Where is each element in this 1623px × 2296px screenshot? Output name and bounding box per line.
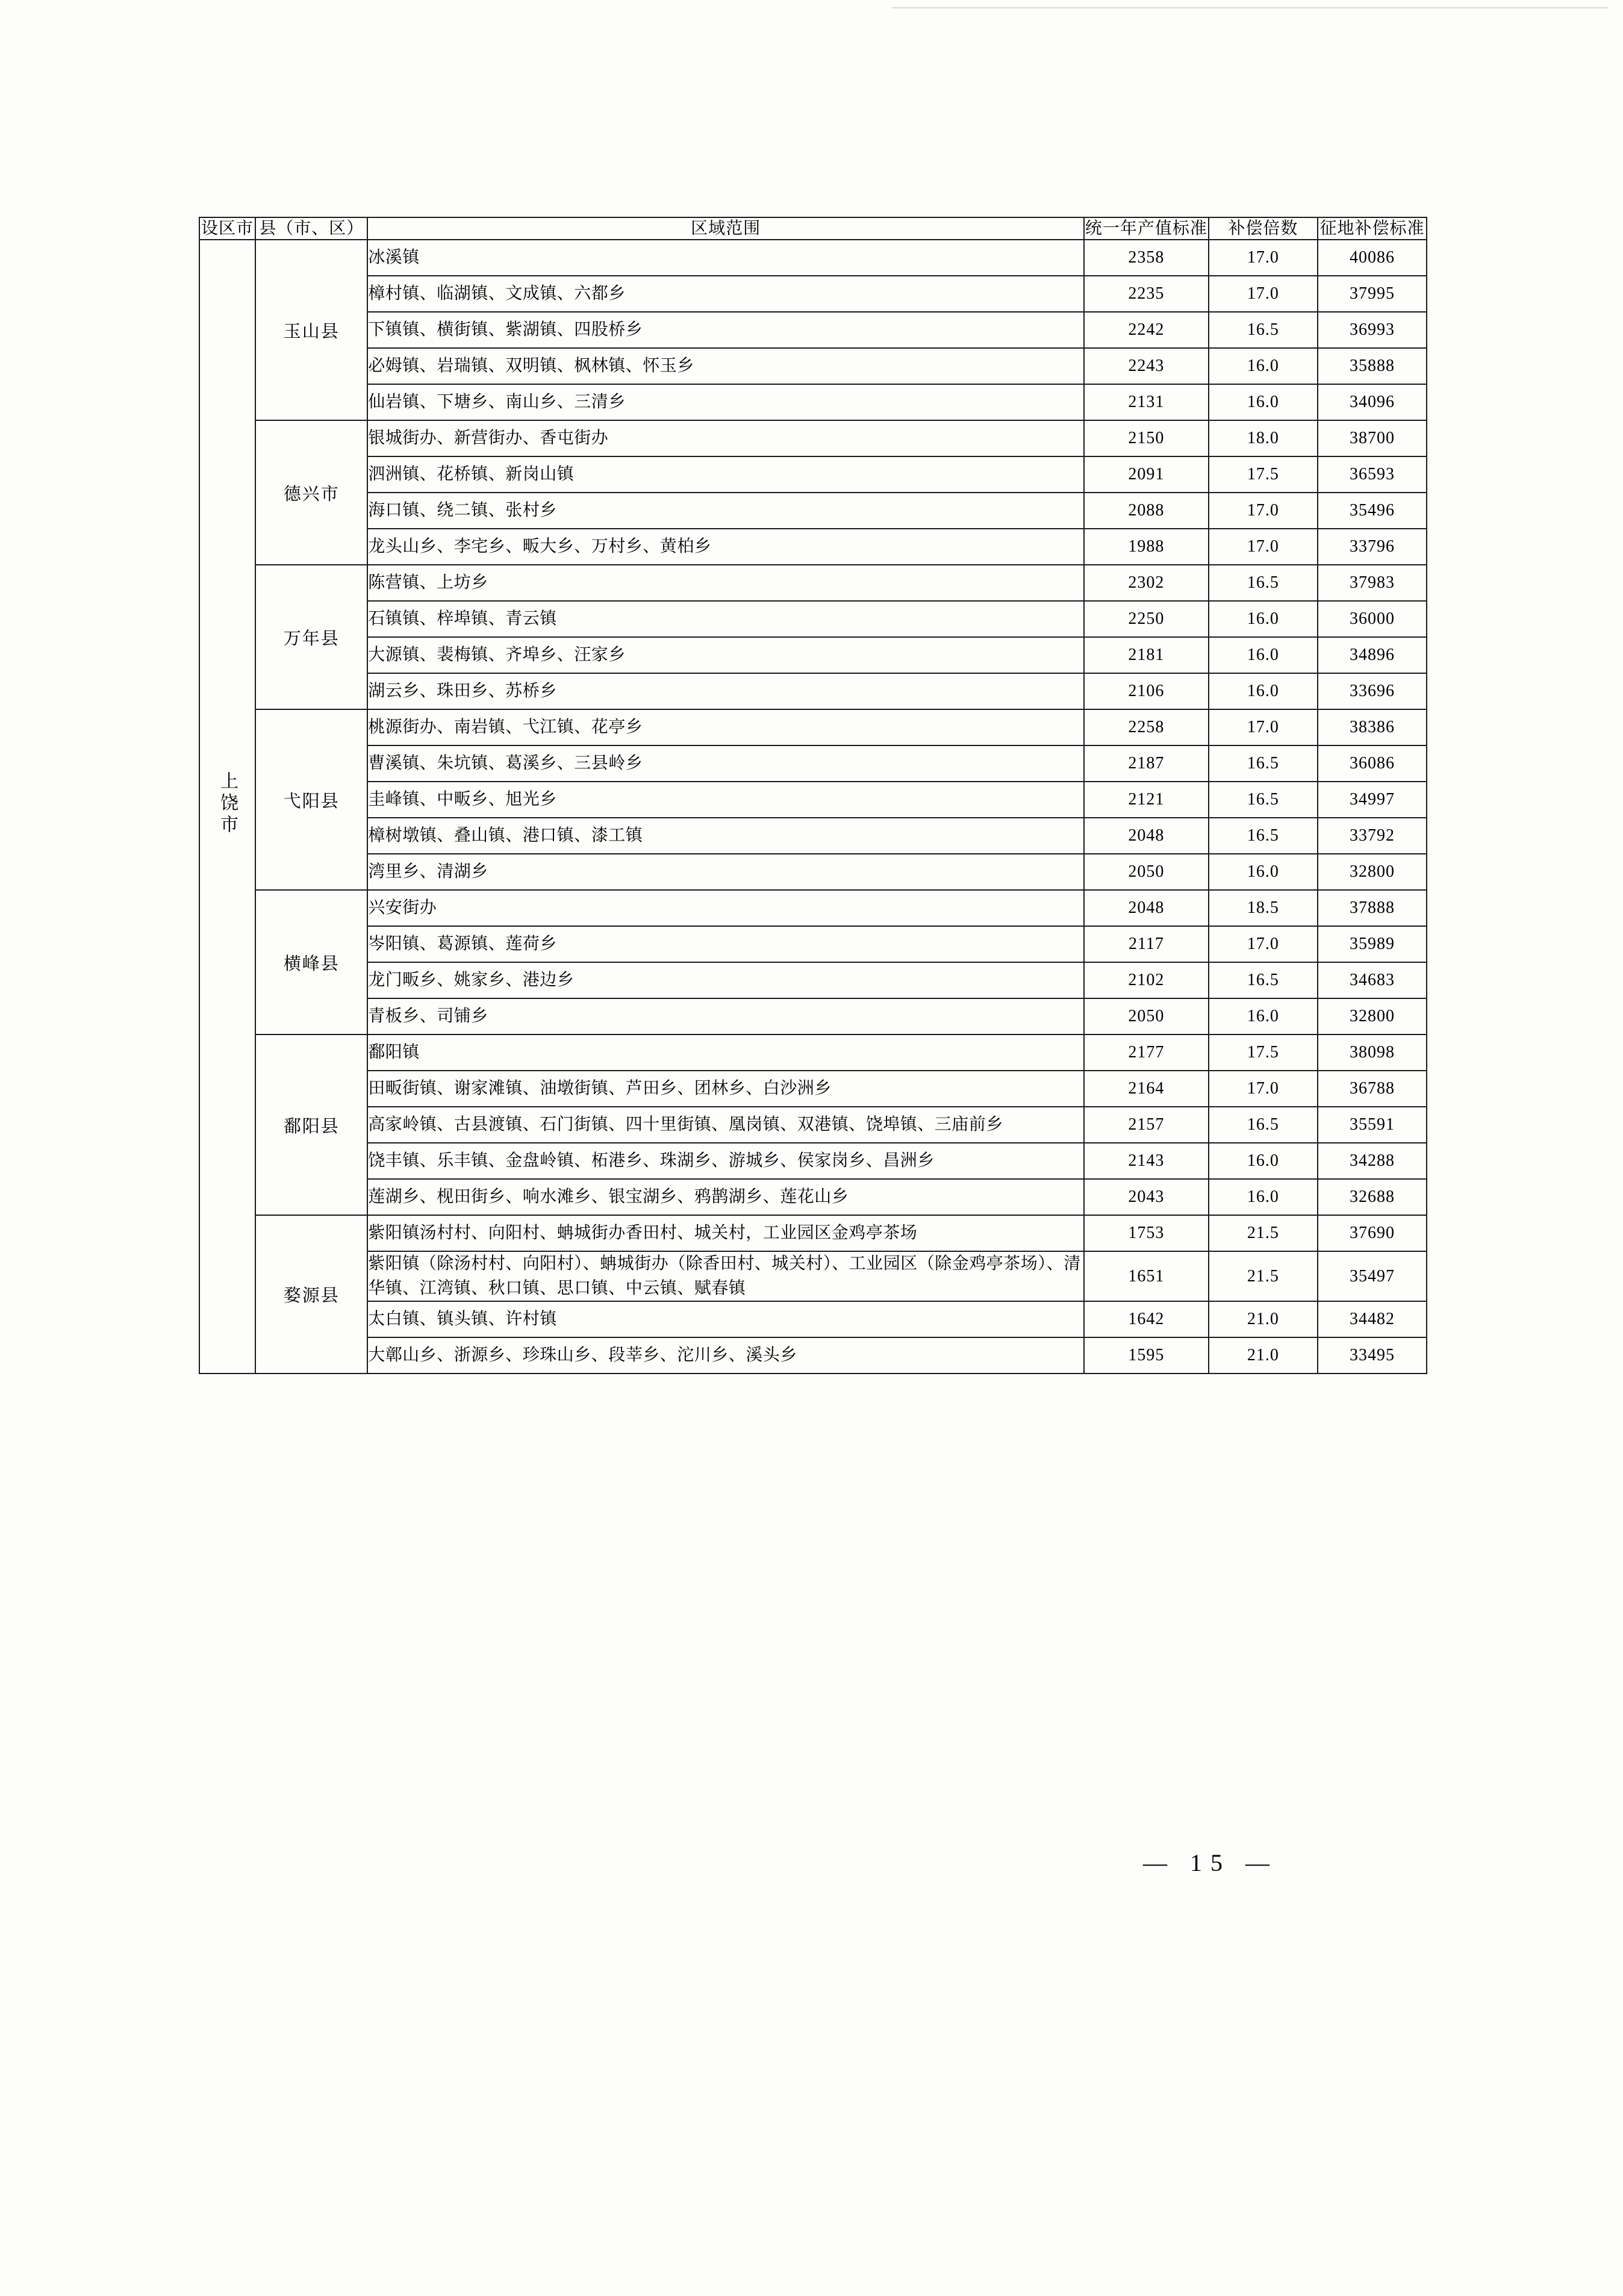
table-row xyxy=(199,276,1427,312)
city-label: 上饶市 xyxy=(217,771,238,836)
cell-annual-output-standard: 2117 xyxy=(1084,926,1209,962)
cell-area-range: 圭峰镇、中畈乡、旭光乡 xyxy=(367,782,1084,818)
table-row xyxy=(199,529,1427,565)
table-row xyxy=(199,240,1427,276)
table-row xyxy=(199,601,1427,637)
cell-multiplier: 16.0 xyxy=(1209,998,1318,1034)
cell-area-range: 田畈街镇、谢家滩镇、油墩街镇、芦田乡、团林乡、白沙洲乡 xyxy=(367,1071,1084,1107)
cell-annual-output-standard: 2050 xyxy=(1084,998,1209,1034)
cell-annual-output-standard: 2043 xyxy=(1084,1179,1209,1215)
cell-compensation-standard: 34683 xyxy=(1318,962,1427,998)
cell-multiplier: 17.0 xyxy=(1209,926,1318,962)
table-row xyxy=(199,312,1427,348)
cell-compensation-standard: 34288 xyxy=(1318,1143,1427,1179)
table-row xyxy=(199,637,1427,673)
cell-area-range: 紫阳镇（除汤村村、向阳村）、蚺城街办（除香田村、城关村）、工业园区（除金鸡亭茶场）、清华镇、江湾镇、秋口镇、思口镇、中云镇、赋春镇 xyxy=(367,1251,1084,1301)
cell-multiplier: 17.0 xyxy=(1209,709,1318,745)
cell-multiplier: 21.5 xyxy=(1209,1251,1318,1301)
table-row xyxy=(199,673,1427,709)
cell-annual-output-standard: 2121 xyxy=(1084,782,1209,818)
header-compensation: 征地补偿标准 xyxy=(1318,217,1427,240)
cell-annual-output-standard: 2181 xyxy=(1084,637,1209,673)
table-row xyxy=(199,1034,1427,1071)
cell-area-range: 龙门畈乡、姚家乡、港边乡 xyxy=(367,962,1084,998)
table-row xyxy=(199,818,1427,854)
cell-area-range: 莲湖乡、枧田街乡、响水滩乡、银宝湖乡、鸦鹊湖乡、莲花山乡 xyxy=(367,1179,1084,1215)
cell-multiplier: 21.5 xyxy=(1209,1215,1318,1251)
cell-compensation-standard: 36993 xyxy=(1318,312,1427,348)
cell-county: 横峰县 xyxy=(255,890,367,1034)
cell-compensation-standard: 35591 xyxy=(1318,1107,1427,1143)
cell-compensation-standard: 35989 xyxy=(1318,926,1427,962)
table-row xyxy=(199,962,1427,998)
cell-annual-output-standard: 2187 xyxy=(1084,745,1209,782)
cell-compensation-standard: 32800 xyxy=(1318,854,1427,890)
table-row xyxy=(199,565,1427,601)
cell-area-range: 太白镇、镇头镇、许村镇 xyxy=(367,1301,1084,1337)
cell-annual-output-standard: 2088 xyxy=(1084,493,1209,529)
cell-compensation-standard: 33792 xyxy=(1318,818,1427,854)
cell-compensation-standard: 37888 xyxy=(1318,890,1427,926)
cell-compensation-standard: 33796 xyxy=(1318,529,1427,565)
cell-area-range: 紫阳镇汤村村、向阳村、蚺城街办香田村、城关村，工业园区金鸡亭茶场 xyxy=(367,1215,1084,1251)
cell-area-range: 樟村镇、临湖镇、文成镇、六都乡 xyxy=(367,276,1084,312)
table-row xyxy=(199,1179,1427,1215)
cell-county: 玉山县 xyxy=(255,240,367,420)
cell-annual-output-standard: 2242 xyxy=(1084,312,1209,348)
cell-multiplier: 16.5 xyxy=(1209,745,1318,782)
cell-compensation-standard: 36593 xyxy=(1318,456,1427,493)
table-row xyxy=(199,854,1427,890)
cell-multiplier: 16.0 xyxy=(1209,1179,1318,1215)
cell-multiplier: 16.5 xyxy=(1209,818,1318,854)
cell-county: 弋阳县 xyxy=(255,709,367,890)
cell-area-range: 青板乡、司铺乡 xyxy=(367,998,1084,1034)
cell-multiplier: 18.0 xyxy=(1209,420,1318,456)
cell-area-range: 湖云乡、珠田乡、苏桥乡 xyxy=(367,673,1084,709)
cell-annual-output-standard: 2302 xyxy=(1084,565,1209,601)
cell-compensation-standard: 34482 xyxy=(1318,1301,1427,1337)
cell-compensation-standard: 37690 xyxy=(1318,1215,1427,1251)
table-row xyxy=(199,1107,1427,1143)
table-row xyxy=(199,1215,1427,1251)
cell-annual-output-standard: 2150 xyxy=(1084,420,1209,456)
cell-compensation-standard: 32800 xyxy=(1318,998,1427,1034)
cell-multiplier: 17.0 xyxy=(1209,240,1318,276)
cell-multiplier: 21.0 xyxy=(1209,1301,1318,1337)
land-compensation-table xyxy=(199,217,1427,1374)
cell-multiplier: 17.0 xyxy=(1209,276,1318,312)
cell-compensation-standard: 33495 xyxy=(1318,1337,1427,1374)
cell-area-range: 饶丰镇、乐丰镇、金盘岭镇、柘港乡、珠湖乡、游城乡、侯家岗乡、昌洲乡 xyxy=(367,1143,1084,1179)
cell-area-range: 曹溪镇、朱坑镇、葛溪乡、三县岭乡 xyxy=(367,745,1084,782)
header-county: 县（市、区） xyxy=(255,217,367,240)
cell-annual-output-standard: 2143 xyxy=(1084,1143,1209,1179)
table-row xyxy=(199,926,1427,962)
table-header-row xyxy=(199,217,1427,240)
cell-compensation-standard: 38700 xyxy=(1318,420,1427,456)
cell-annual-output-standard: 2102 xyxy=(1084,962,1209,998)
cell-multiplier: 21.0 xyxy=(1209,1337,1318,1374)
cell-area-range: 兴安街办 xyxy=(367,890,1084,926)
cell-annual-output-standard: 1651 xyxy=(1084,1251,1209,1301)
table-row xyxy=(199,384,1427,420)
cell-area-range: 岑阳镇、葛源镇、莲荷乡 xyxy=(367,926,1084,962)
cell-compensation-standard: 35496 xyxy=(1318,493,1427,529)
cell-multiplier: 17.0 xyxy=(1209,529,1318,565)
cell-multiplier: 17.0 xyxy=(1209,1071,1318,1107)
cell-compensation-standard: 38098 xyxy=(1318,1034,1427,1071)
cell-compensation-standard: 34096 xyxy=(1318,384,1427,420)
cell-area-range: 冰溪镇 xyxy=(367,240,1084,276)
cell-annual-output-standard: 2258 xyxy=(1084,709,1209,745)
cell-county: 鄱阳县 xyxy=(255,1034,367,1215)
cell-multiplier: 16.5 xyxy=(1209,782,1318,818)
cell-compensation-standard: 34997 xyxy=(1318,782,1427,818)
cell-multiplier: 16.0 xyxy=(1209,348,1318,384)
cell-compensation-standard: 33696 xyxy=(1318,673,1427,709)
cell-county: 万年县 xyxy=(255,565,367,709)
header-multiplier: 补偿倍数 xyxy=(1209,217,1318,240)
cell-county: 婺源县 xyxy=(255,1215,367,1374)
cell-annual-output-standard: 2177 xyxy=(1084,1034,1209,1071)
table-row xyxy=(199,998,1427,1034)
table-row xyxy=(199,890,1427,926)
cell-compensation-standard: 38386 xyxy=(1318,709,1427,745)
cell-area-range: 必姆镇、岩瑞镇、双明镇、枫林镇、怀玉乡 xyxy=(367,348,1084,384)
cell-compensation-standard: 37995 xyxy=(1318,276,1427,312)
cell-area-range: 桃源街办、南岩镇、弋江镇、花亭乡 xyxy=(367,709,1084,745)
cell-county: 德兴市 xyxy=(255,420,367,565)
cell-area-range: 大鄣山乡、浙源乡、珍珠山乡、段莘乡、沱川乡、溪头乡 xyxy=(367,1337,1084,1374)
cell-annual-output-standard: 1753 xyxy=(1084,1215,1209,1251)
cell-area-range: 泗洲镇、花桥镇、新岗山镇 xyxy=(367,456,1084,493)
cell-multiplier: 17.5 xyxy=(1209,456,1318,493)
cell-annual-output-standard: 2091 xyxy=(1084,456,1209,493)
cell-area-range: 陈营镇、上坊乡 xyxy=(367,565,1084,601)
header-area: 区域范围 xyxy=(367,217,1084,240)
cell-area-range: 龙头山乡、李宅乡、畈大乡、万村乡、黄柏乡 xyxy=(367,529,1084,565)
cell-area-range: 鄱阳镇 xyxy=(367,1034,1084,1071)
cell-multiplier: 16.0 xyxy=(1209,854,1318,890)
table-row xyxy=(199,1301,1427,1337)
cell-area-range: 樟树墩镇、叠山镇、港口镇、漆工镇 xyxy=(367,818,1084,854)
cell-multiplier: 17.5 xyxy=(1209,1034,1318,1071)
cell-annual-output-standard: 2050 xyxy=(1084,854,1209,890)
cell-compensation-standard: 35888 xyxy=(1318,348,1427,384)
table-row xyxy=(199,493,1427,529)
table-row xyxy=(199,1251,1427,1301)
header-standard: 统一年产值标准 xyxy=(1084,217,1209,240)
header-city: 设区市 xyxy=(199,217,255,240)
cell-annual-output-standard: 2131 xyxy=(1084,384,1209,420)
table-row xyxy=(199,745,1427,782)
top-rule-divider xyxy=(891,7,1608,8)
page-number: — 15 — xyxy=(1143,1849,1278,1876)
cell-compensation-standard: 36788 xyxy=(1318,1071,1427,1107)
compensation-table-wrapper xyxy=(199,217,1427,1374)
cell-area-range: 大源镇、裴梅镇、齐埠乡、汪家乡 xyxy=(367,637,1084,673)
cell-area-range: 银城街办、新营街办、香屯街办 xyxy=(367,420,1084,456)
cell-annual-output-standard: 2358 xyxy=(1084,240,1209,276)
cell-annual-output-standard: 2048 xyxy=(1084,818,1209,854)
cell-annual-output-standard: 2048 xyxy=(1084,890,1209,926)
cell-city xyxy=(199,240,255,1374)
cell-compensation-standard: 37983 xyxy=(1318,565,1427,601)
cell-compensation-standard: 34896 xyxy=(1318,637,1427,673)
cell-compensation-standard: 35497 xyxy=(1318,1251,1427,1301)
table-row xyxy=(199,782,1427,818)
table-row xyxy=(199,348,1427,384)
cell-annual-output-standard: 1988 xyxy=(1084,529,1209,565)
cell-multiplier: 16.5 xyxy=(1209,565,1318,601)
cell-multiplier: 18.5 xyxy=(1209,890,1318,926)
cell-compensation-standard: 32688 xyxy=(1318,1179,1427,1215)
cell-multiplier: 16.0 xyxy=(1209,384,1318,420)
cell-annual-output-standard: 2157 xyxy=(1084,1107,1209,1143)
cell-area-range: 下镇镇、横街镇、紫湖镇、四股桥乡 xyxy=(367,312,1084,348)
cell-multiplier: 16.0 xyxy=(1209,601,1318,637)
cell-compensation-standard: 36000 xyxy=(1318,601,1427,637)
cell-annual-output-standard: 2106 xyxy=(1084,673,1209,709)
cell-annual-output-standard: 2243 xyxy=(1084,348,1209,384)
table-row xyxy=(199,1071,1427,1107)
cell-multiplier: 16.5 xyxy=(1209,312,1318,348)
cell-annual-output-standard: 1642 xyxy=(1084,1301,1209,1337)
cell-annual-output-standard: 2164 xyxy=(1084,1071,1209,1107)
cell-annual-output-standard: 1595 xyxy=(1084,1337,1209,1374)
table-row xyxy=(199,1143,1427,1179)
cell-compensation-standard: 36086 xyxy=(1318,745,1427,782)
cell-annual-output-standard: 2235 xyxy=(1084,276,1209,312)
table-row xyxy=(199,709,1427,745)
cell-multiplier: 16.5 xyxy=(1209,1107,1318,1143)
cell-annual-output-standard: 2250 xyxy=(1084,601,1209,637)
cell-area-range: 仙岩镇、下塘乡、南山乡、三清乡 xyxy=(367,384,1084,420)
cell-compensation-standard: 40086 xyxy=(1318,240,1427,276)
cell-multiplier: 17.0 xyxy=(1209,493,1318,529)
table-row xyxy=(199,420,1427,456)
cell-area-range: 高家岭镇、古县渡镇、石门街镇、四十里街镇、凰岗镇、双港镇、饶埠镇、三庙前乡 xyxy=(367,1107,1084,1143)
cell-multiplier: 16.5 xyxy=(1209,962,1318,998)
table-row xyxy=(199,1337,1427,1374)
cell-area-range: 湾里乡、清湖乡 xyxy=(367,854,1084,890)
table-row xyxy=(199,456,1427,493)
cell-multiplier: 16.0 xyxy=(1209,673,1318,709)
cell-multiplier: 16.0 xyxy=(1209,1143,1318,1179)
cell-area-range: 海口镇、绕二镇、张村乡 xyxy=(367,493,1084,529)
cell-multiplier: 16.0 xyxy=(1209,637,1318,673)
cell-area-range: 石镇镇、梓埠镇、青云镇 xyxy=(367,601,1084,637)
